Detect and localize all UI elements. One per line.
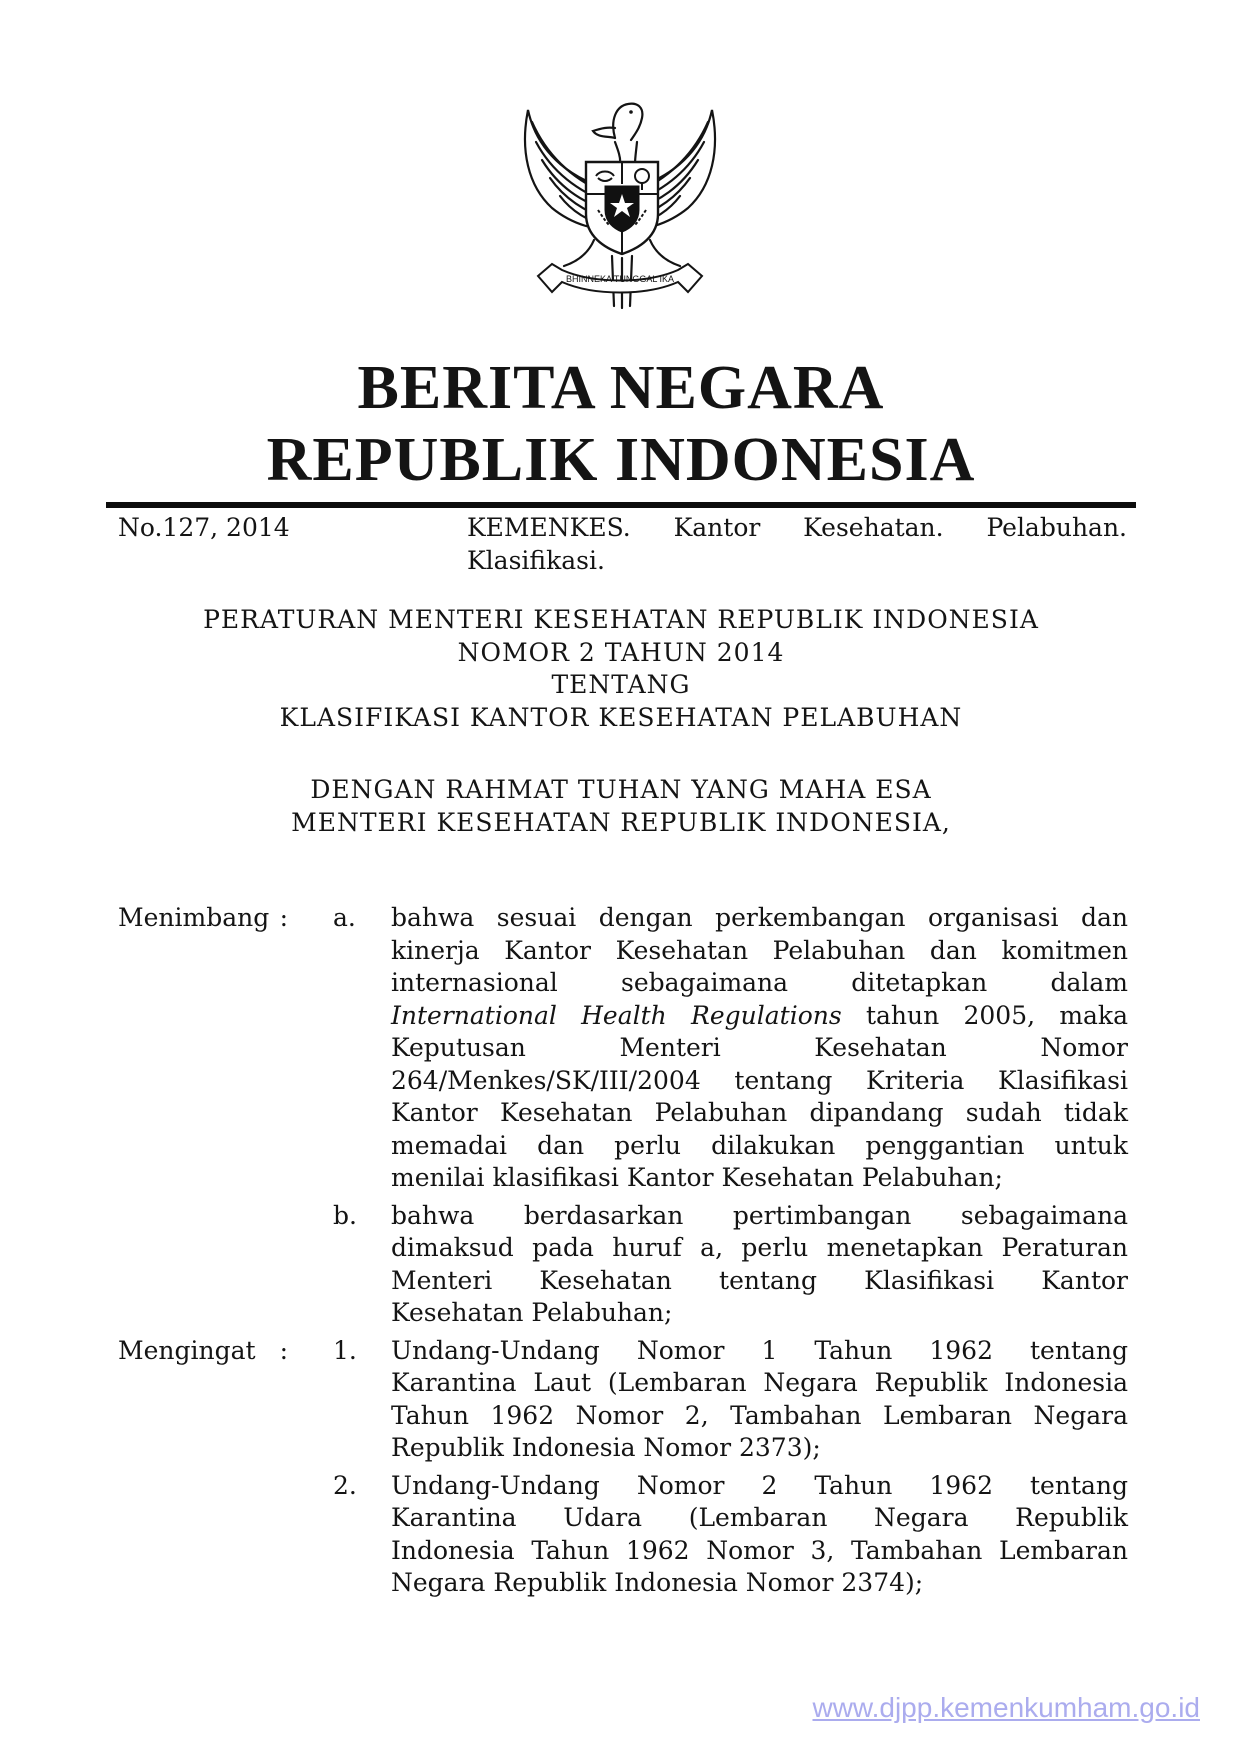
text-line: Tahun 1962 Nomor 2, Tambahan Lembaran Negara: [391, 1400, 1128, 1430]
section-item-row: [118, 1470, 1128, 1600]
text-line: kinerja Kantor Kesehatan Pelabuhan dan komitmen: [391, 935, 1128, 965]
section-label: [118, 1335, 333, 1465]
section-label-text: Mengingat: [118, 1335, 256, 1365]
item-marker: a.: [333, 903, 356, 932]
text-line: PERATURAN MENTERI KESEHATAN REPUBLIK INDONESIA: [203, 605, 1039, 634]
item-marker: 1.: [333, 1335, 357, 1365]
text-line: KLASIFIKASI KANTOR KESEHATAN PELABUHAN: [279, 702, 963, 732]
text-line: Menteri Kesehatan tentang Klasifikasi Kantor: [391, 1265, 1128, 1295]
item-text: [391, 902, 1128, 1195]
issue-number: No.127, 2014: [118, 513, 290, 542]
section-label-colon: :: [279, 903, 288, 932]
text-line: Klasifikasi.: [467, 545, 605, 575]
section-row-menimbang: [118, 902, 1128, 1195]
text-line: memadai dan perlu dilakukan penggantian untuk: [391, 1130, 1128, 1160]
motto-ribbon: [538, 264, 702, 293]
text-line: bahwa sesuai dengan perkembangan organisasi dan: [391, 903, 1128, 932]
text-line: Karantina Udara (Lembaran Negara Republik: [391, 1503, 1128, 1532]
text-line: 264/Menkes/SK/III/2004 tentang Kriteria Klasifikasi: [391, 1065, 1128, 1095]
garuda-pancasila-emblem: [518, 98, 722, 310]
text-line: menilai klasifikasi Kantor Kesehatan Pelabuhan;: [391, 1163, 1003, 1192]
text-line: Karantina Laut (Lembaran Negara Republik Indonesia: [391, 1368, 1128, 1397]
masthead-rule: [106, 502, 1136, 508]
text-line: International Health Regulations tahun 2005, maka: [391, 1000, 1128, 1030]
text-line: Undang-Undang Nomor 2 Tahun 1962 tentang: [391, 1470, 1128, 1500]
text-line: TENTANG: [551, 670, 691, 699]
text-line: Keputusan Menteri Kesehatan Nomor: [391, 1033, 1128, 1062]
item-text: [391, 1335, 1128, 1465]
masthead-line2: REPUBLIK INDONESIA: [266, 426, 976, 494]
section-label-spacer: [118, 1200, 333, 1330]
text-line: Indonesia Tahun 1962 Nomor 3, Tambahan Lembaran: [391, 1535, 1128, 1565]
item-marker: b.: [333, 1200, 357, 1230]
masthead-line1: BERITA NEGARA: [357, 354, 885, 422]
footer-link[interactable]: www.djpp.kemenkumham.go.id: [812, 1692, 1200, 1723]
section-label-colon: :: [279, 1335, 288, 1365]
motto-text: BHINNEKA TUNGGAL IKA: [565, 274, 675, 284]
section-row-mengingat: [118, 1335, 1128, 1465]
garuda-eye: [629, 110, 633, 114]
text-line: Kantor Kesehatan Pelabuhan dipandang sudah tidak: [391, 1098, 1128, 1127]
item-text: [391, 1200, 1128, 1330]
issue-subject: [467, 512, 1127, 577]
invocation: [106, 774, 1136, 839]
section-label-spacer: [118, 1470, 333, 1600]
item-text: [391, 1470, 1128, 1600]
document-body: [118, 902, 1128, 1605]
section-item-row: [118, 1200, 1128, 1330]
regulation-title: [106, 604, 1136, 734]
text-line: Negara Republik Indonesia Nomor 2374);: [391, 1568, 924, 1597]
text-line: Republik Indonesia Nomor 2373);: [391, 1433, 821, 1462]
text-line: KEMENKES. Kantor Kesehatan. Pelabuhan.: [467, 513, 1127, 542]
text-line: DENGAN RAHMAT TUHAN YANG MAHA ESA: [310, 775, 932, 804]
text-line: Undang-Undang Nomor 1 Tahun 1962 tentang: [391, 1335, 1128, 1365]
text-line: MENTERI KESEHATAN REPUBLIK INDONESIA,: [291, 807, 951, 837]
section-label-text: Menimbang: [118, 903, 270, 932]
text-line: dimaksud pada huruf a, perlu menetapkan Peraturan: [391, 1233, 1128, 1262]
text-line: internasional sebagaimana ditetapkan dalam: [391, 968, 1128, 997]
text-line: NOMOR 2 TAHUN 2014: [457, 637, 785, 667]
section-label: [118, 902, 333, 1195]
text-line: Kesehatan Pelabuhan;: [391, 1298, 673, 1327]
item-marker: 2.: [333, 1470, 357, 1500]
text-line: bahwa berdasarkan pertimbangan sebagaimana: [391, 1200, 1128, 1230]
masthead: [106, 352, 1136, 496]
